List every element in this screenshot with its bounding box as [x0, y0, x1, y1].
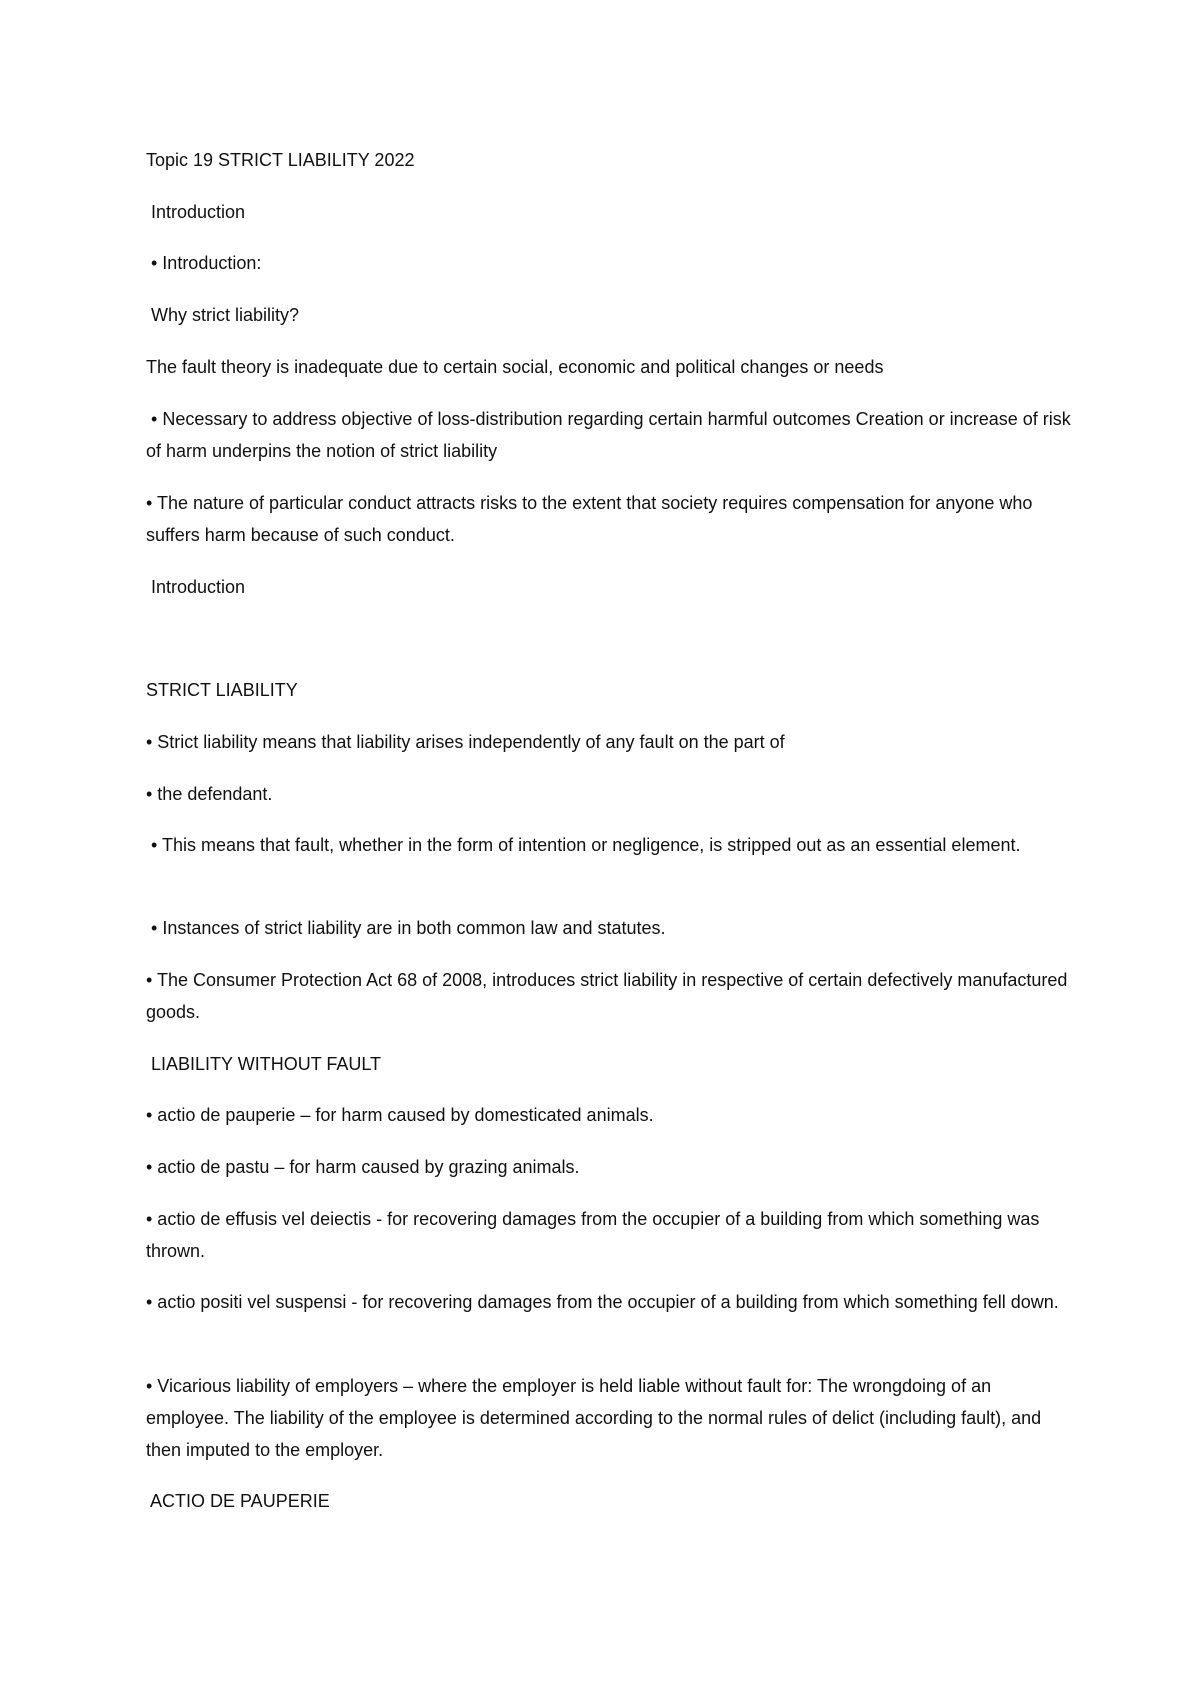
paragraph-fault-stripped-out: • This means that fault, whether in the form of intention or negligence, is stripped out as an essential element.	[146, 835, 1021, 855]
paragraph-consumer-protection-act: • The Consumer Protection Act 68 of 2008, introduces strict liability in respective of certain defectively manufactured goods.	[146, 970, 1068, 1022]
paragraph-actio-de-pauperie: • actio de pauperie – for harm caused by domesticated animals.	[146, 1105, 654, 1125]
paragraph-strict-liability-means: • Strict liability means that liability arises independently of any fault on the part of	[146, 732, 785, 752]
paragraph-vicarious-liability: • Vicarious liability of employers – where the employer is held liable without fault for: The wrongdoing of an employee. The liability of the employee is determined according to the normal rules of delict (including fault), and then imputed to the employer.	[146, 1376, 1042, 1460]
section-heading-actio-de-pauperie: ACTIO DE PAUPERIE	[146, 1491, 330, 1511]
paragraph-fault-theory: The fault theory is inadequate due to certain social, economic and political changes or needs	[146, 357, 884, 377]
section-heading-liability-without-fault: LIABILITY WITHOUT FAULT	[146, 1054, 382, 1074]
paragraph-nature-of-conduct: • The nature of particular conduct attracts risks to the extent that society requires compensation for anyone who suffers harm because of such conduct.	[146, 493, 1033, 545]
document-title: Topic 19 STRICT LIABILITY 2022	[146, 150, 415, 170]
paragraph-introduction-heading-2: Introduction	[146, 577, 246, 597]
paragraph-actio-positi: • actio positi vel suspensi - for recovering damages from the occupier of a building from which something fell down.	[146, 1292, 1059, 1312]
paragraph-introduction-heading: Introduction	[146, 202, 246, 222]
paragraph-instances-of-strict-liability: • Instances of strict liability are in both common law and statutes.	[146, 918, 666, 938]
paragraph-loss-distribution: • Necessary to address objective of loss-distribution regarding certain harmful outcomes Creation or increase of risk of harm underpins the notion of strict liability	[146, 409, 1076, 461]
section-heading-strict-liability: STRICT LIABILITY	[146, 680, 298, 700]
paragraph-introduction-bullet: • Introduction:	[146, 253, 262, 273]
paragraph-the-defendant: • the defendant.	[146, 784, 273, 804]
paragraph-why-strict-liability: Why strict liability?	[146, 305, 300, 325]
paragraph-actio-de-effusis: • actio de effusis vel deiectis - for recovering damages from the occupier of a building from which something was thrown.	[146, 1209, 1040, 1261]
paragraph-actio-de-pastu: • actio de pastu – for harm caused by grazing animals.	[146, 1157, 580, 1177]
